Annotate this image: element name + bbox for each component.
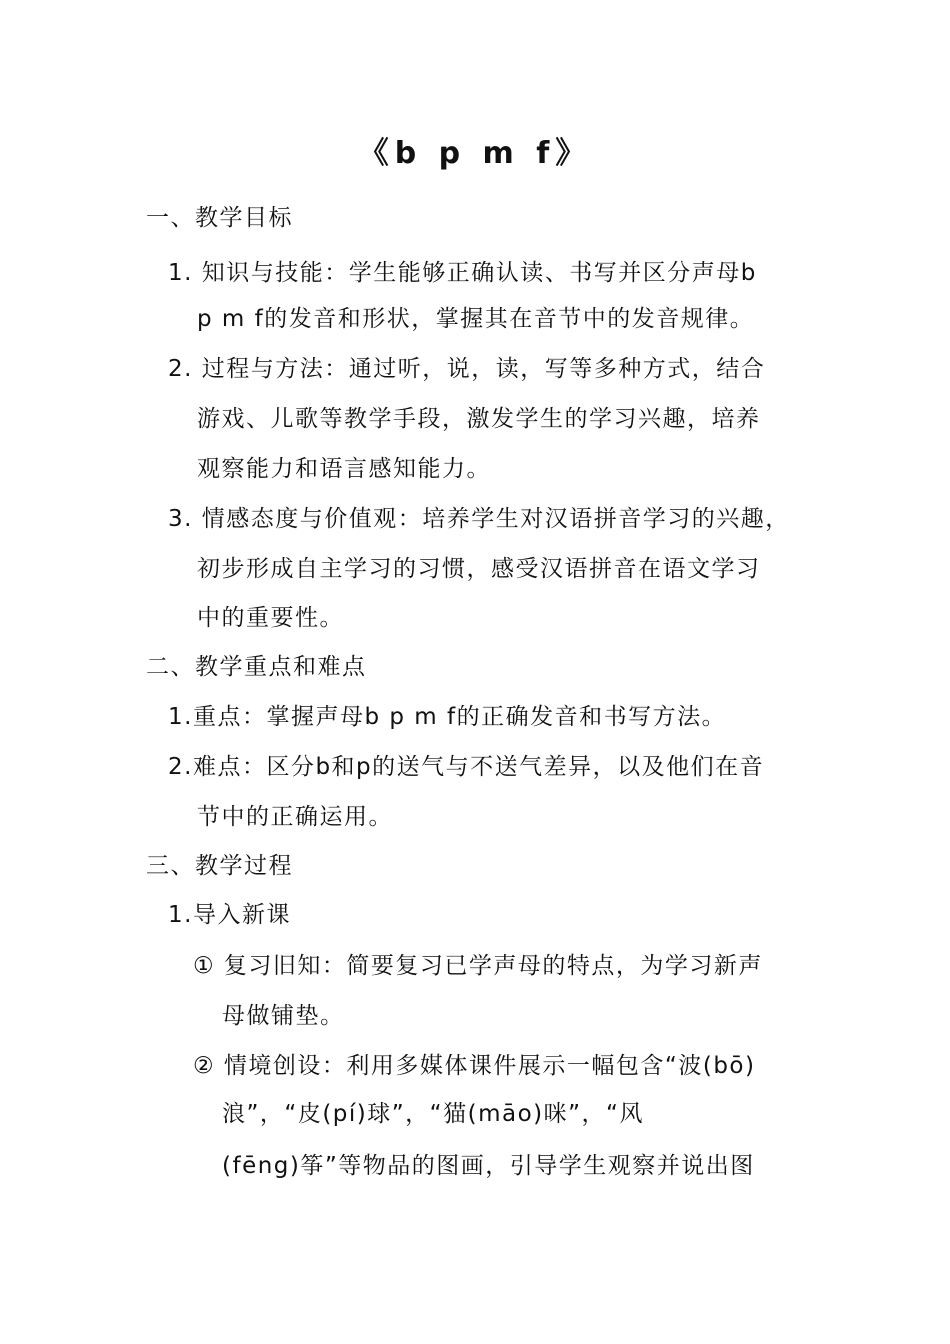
section-heading-process: 三、教学过程 <box>146 853 293 879</box>
objective-3-line-3: 中的重要性。 <box>197 605 344 631</box>
key-point-2-line-1: 2.难点：区分b和p的送气与不送气差异，以及他们在音 <box>168 754 765 780</box>
process-step-1-line-1: ① 复习旧知：简要复习已学声母的特点，为学习新声 <box>193 953 763 979</box>
section-heading-key-points: 二、教学重点和难点 <box>146 654 367 680</box>
document-title: 《b p m f》 <box>358 136 592 171</box>
objective-3-line-1: 3. 情感态度与价值观：培养学生对汉语拼音学习的兴趣， <box>168 506 790 532</box>
process-subheading-1: 1.导入新课 <box>168 902 291 928</box>
process-step-2-line-2: 浪”，“皮(pí)球”，“猫(māo)咪”，“风 <box>222 1101 644 1127</box>
section-heading-objectives: 一、教学目标 <box>146 205 293 231</box>
key-point-2-line-2: 节中的正确运用。 <box>197 804 393 830</box>
process-step-1-line-2: 母做铺垫。 <box>222 1003 345 1029</box>
objective-2-line-2: 游戏、儿歌等教学手段，激发学生的学习兴趣，培养 <box>197 406 761 432</box>
process-step-2-line-3: (fēng)筝”等物品的图画，引导学生观察并说出图 <box>222 1153 755 1179</box>
process-step-2-line-1: ② 情境创设：利用多媒体课件展示一幅包含“波(bō) <box>193 1053 756 1079</box>
key-point-1: 1.重点：掌握声母b p m f的正确发音和书写方法。 <box>168 704 727 730</box>
objective-3-line-2: 初步形成自主学习的习惯，感受汉语拼音在语文学习 <box>197 556 761 582</box>
objective-2-line-3: 观察能力和语言感知能力。 <box>197 456 491 482</box>
objective-1-line-2: p m f的发音和形状，掌握其在音节中的发音规律。 <box>197 306 755 332</box>
objective-2-line-1: 2. 过程与方法：通过听，说，读，写等多种方式，结合 <box>168 356 766 382</box>
objective-1-line-1: 1. 知识与技能：学生能够正确认读、书写并区分声母b <box>168 260 757 286</box>
